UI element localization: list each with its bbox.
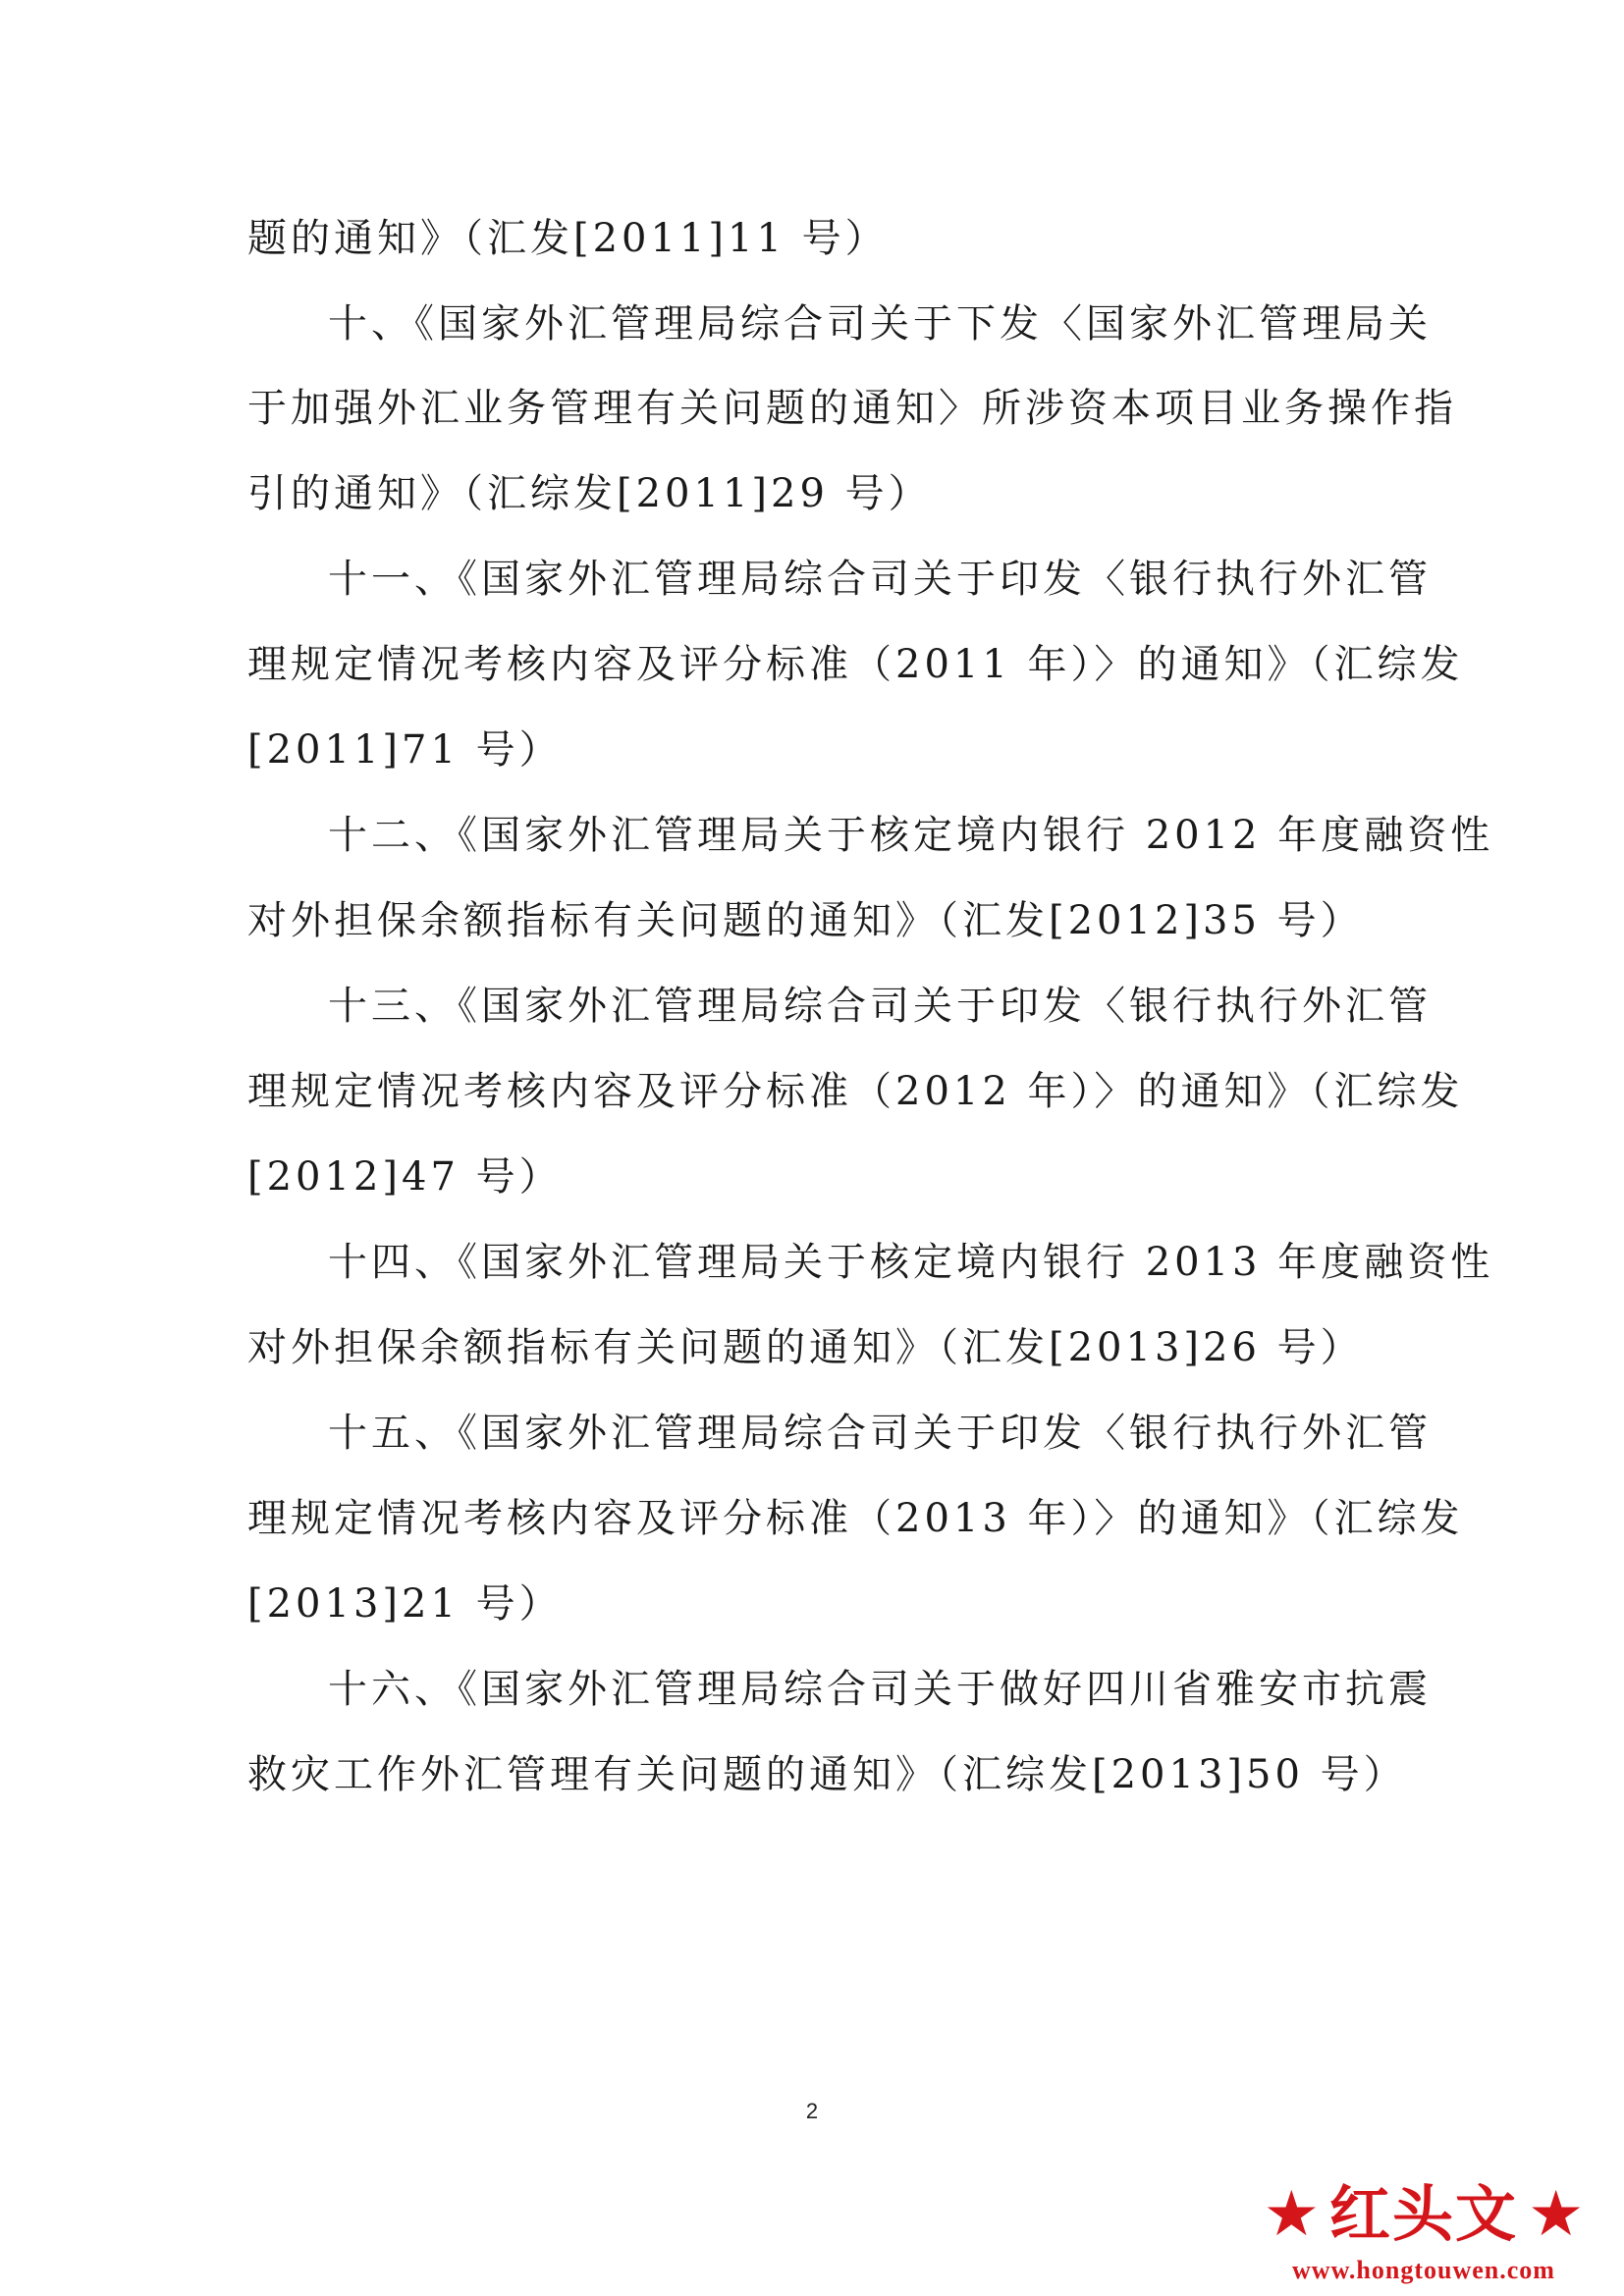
text-line: [2012]47 号） <box>247 1154 563 1200</box>
watermark-logo <box>1237 2175 1610 2291</box>
watermark-title-row <box>1237 2175 1610 2254</box>
text-line: 十四、《国家外汇管理局关于核定境内银行 2013 年度融资性 <box>328 1240 1494 1285</box>
page-number: 2 <box>805 2099 819 2123</box>
star-icon: ★ <box>1528 2178 1585 2251</box>
text-line: 理规定情况考核内容及评分标准（2012 年）〉的通知》（汇综发 <box>247 1069 1464 1114</box>
watermark-url: www.hongtouwen.com <box>1292 2256 1555 2284</box>
text-line: 十、《国家外汇管理局综合司关于下发〈国家外汇管理局关 <box>328 301 1432 347</box>
text-line: 于加强外汇业务管理有关问题的通知〉所涉资本项目业务操作指 <box>247 386 1457 431</box>
text-line: 十五、《国家外汇管理局综合司关于印发〈银行执行外汇管 <box>328 1411 1432 1456</box>
text-line: 对外担保余额指标有关问题的通知》（汇发[2013]26 号） <box>247 1325 1364 1370</box>
text-line: [2013]21 号） <box>247 1581 563 1627</box>
text-line: 十一、《国家外汇管理局综合司关于印发〈银行执行外汇管 <box>328 557 1432 602</box>
text-line: 引的通知》（汇综发[2011]29 号） <box>247 471 932 516</box>
star-icon: ★ <box>1263 2178 1320 2251</box>
text-line: 救灾工作外汇管理有关问题的通知》（汇综发[2013]50 号） <box>247 1752 1407 1797</box>
text-line: [2011]71 号） <box>247 727 563 773</box>
text-line: 对外担保余额指标有关问题的通知》（汇发[2012]35 号） <box>247 898 1364 943</box>
text-line: 十二、《国家外汇管理局关于核定境内银行 2012 年度融资性 <box>328 813 1494 858</box>
watermark-title: 红头文 <box>1328 2178 1518 2250</box>
text-line: 题的通知》（汇发[2011]11 号） <box>247 216 889 261</box>
text-line: 十三、《国家外汇管理局综合司关于印发〈银行执行外汇管 <box>328 984 1432 1029</box>
text-line: 十六、《国家外汇管理局综合司关于做好四川省雅安市抗震 <box>328 1667 1432 1712</box>
text-line: 理规定情况考核内容及评分标准（2011 年）〉的通知》（汇综发 <box>247 642 1464 687</box>
text-line: 理规定情况考核内容及评分标准（2013 年）〉的通知》（汇综发 <box>247 1496 1464 1541</box>
